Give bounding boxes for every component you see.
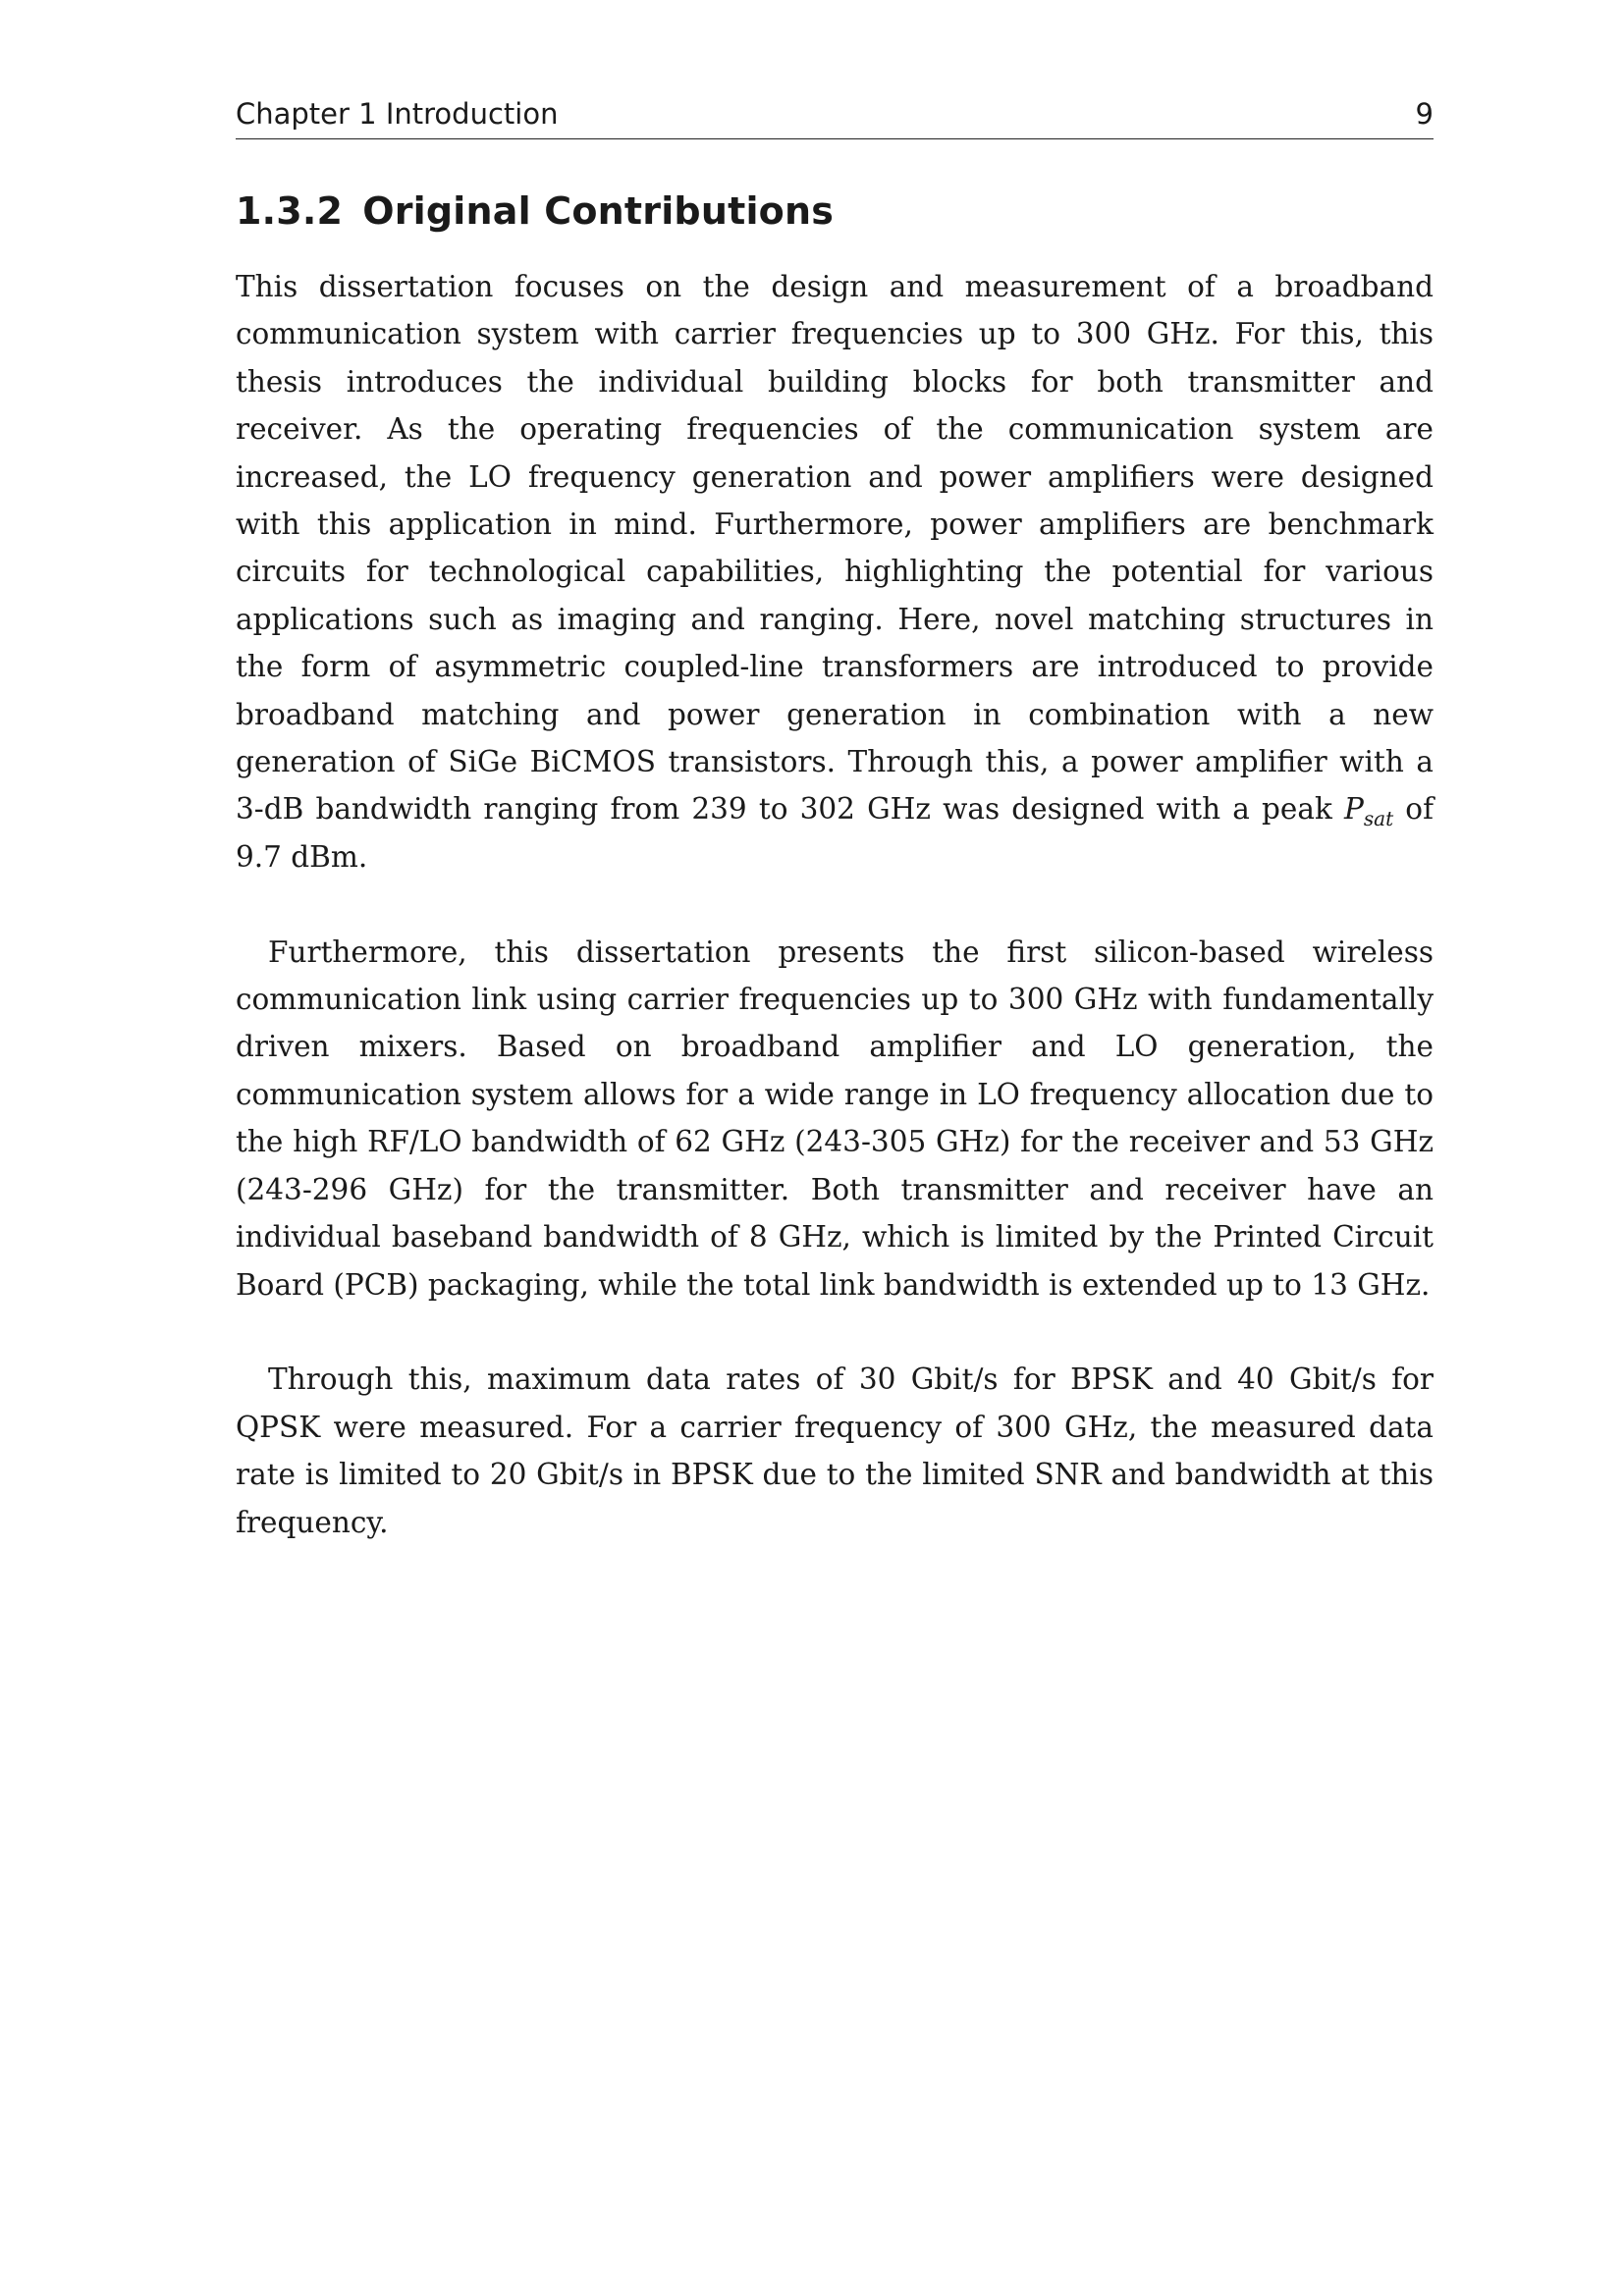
- section-title: Original Contributions: [362, 189, 835, 233]
- paragraph-3: Through this, maximum data rates of 30 Gbit/s for BPSK and 40 Gbit/s for QPSK were measured. For a carrier frequency of 300 GHz, the measured data rate is limited to 20 Gbit/s in BPSK due to the limited SNR and bandwidth at this frequency.: [236, 1362, 1434, 1539]
- section-heading: [236, 189, 834, 233]
- chapter-label: Chapter 1 Introduction: [236, 97, 559, 131]
- paragraph-2: Furthermore, this dissertation presents the first silicon-based wireless communication link using carrier frequencies up to 300 GHz with fundamentally driven mixers. Based on broadband amplifier and LO generation, the communication system allows for a wide range in LO frequency allocation due to the high RF/LO bandwidth of 62 GHz (243-305 GHz) for the receiver and 53 GHz (243-296 GHz) for the transmitter. Both transmitter and receiver have an individual baseband bandwidth of 8 GHz, which is limited by the Printed Circuit Board (PCB) packaging, while the total link bandwidth is extended up to 13 GHz.: [236, 934, 1434, 1302]
- paragraph-1: [236, 263, 1434, 881]
- psat-symbol: [1343, 792, 1394, 831]
- running-header: [236, 93, 1434, 139]
- page-number: 9: [1415, 97, 1434, 131]
- paragraph-1-text-end: of 9.7 dBm.: [236, 792, 1434, 874]
- psat-base: P: [1343, 792, 1364, 827]
- section-number: 1.3.2: [236, 189, 344, 233]
- paragraph-1-text: This dissertation focuses on the design and measurement of a broadband communication system with carrier frequencies up to 300 GHz. For this, this thesis introduces the individual building blocks for both transmitter and receiver. As the operating frequencies of the communication system are increased, the LO frequency generation and power amplifiers were designed with this application in mind. Furthermore, power amplifiers are benchmark circuits for technological capabilities, highlighting the potential for various applications such as imaging and ranging. Here, novel matching structures in the form of asymmetric coupled-line transformers are introduced to provide broadband matching and power generation in combination with a new generation of SiGe BiCMOS transistors. Through this, a power amplifier with a 3-dB bandwidth ranging from 239 to 302 GHz was designed with a peak: [236, 270, 1434, 827]
- psat-subscript: sat: [1363, 807, 1394, 831]
- body-text: [236, 263, 1434, 1593]
